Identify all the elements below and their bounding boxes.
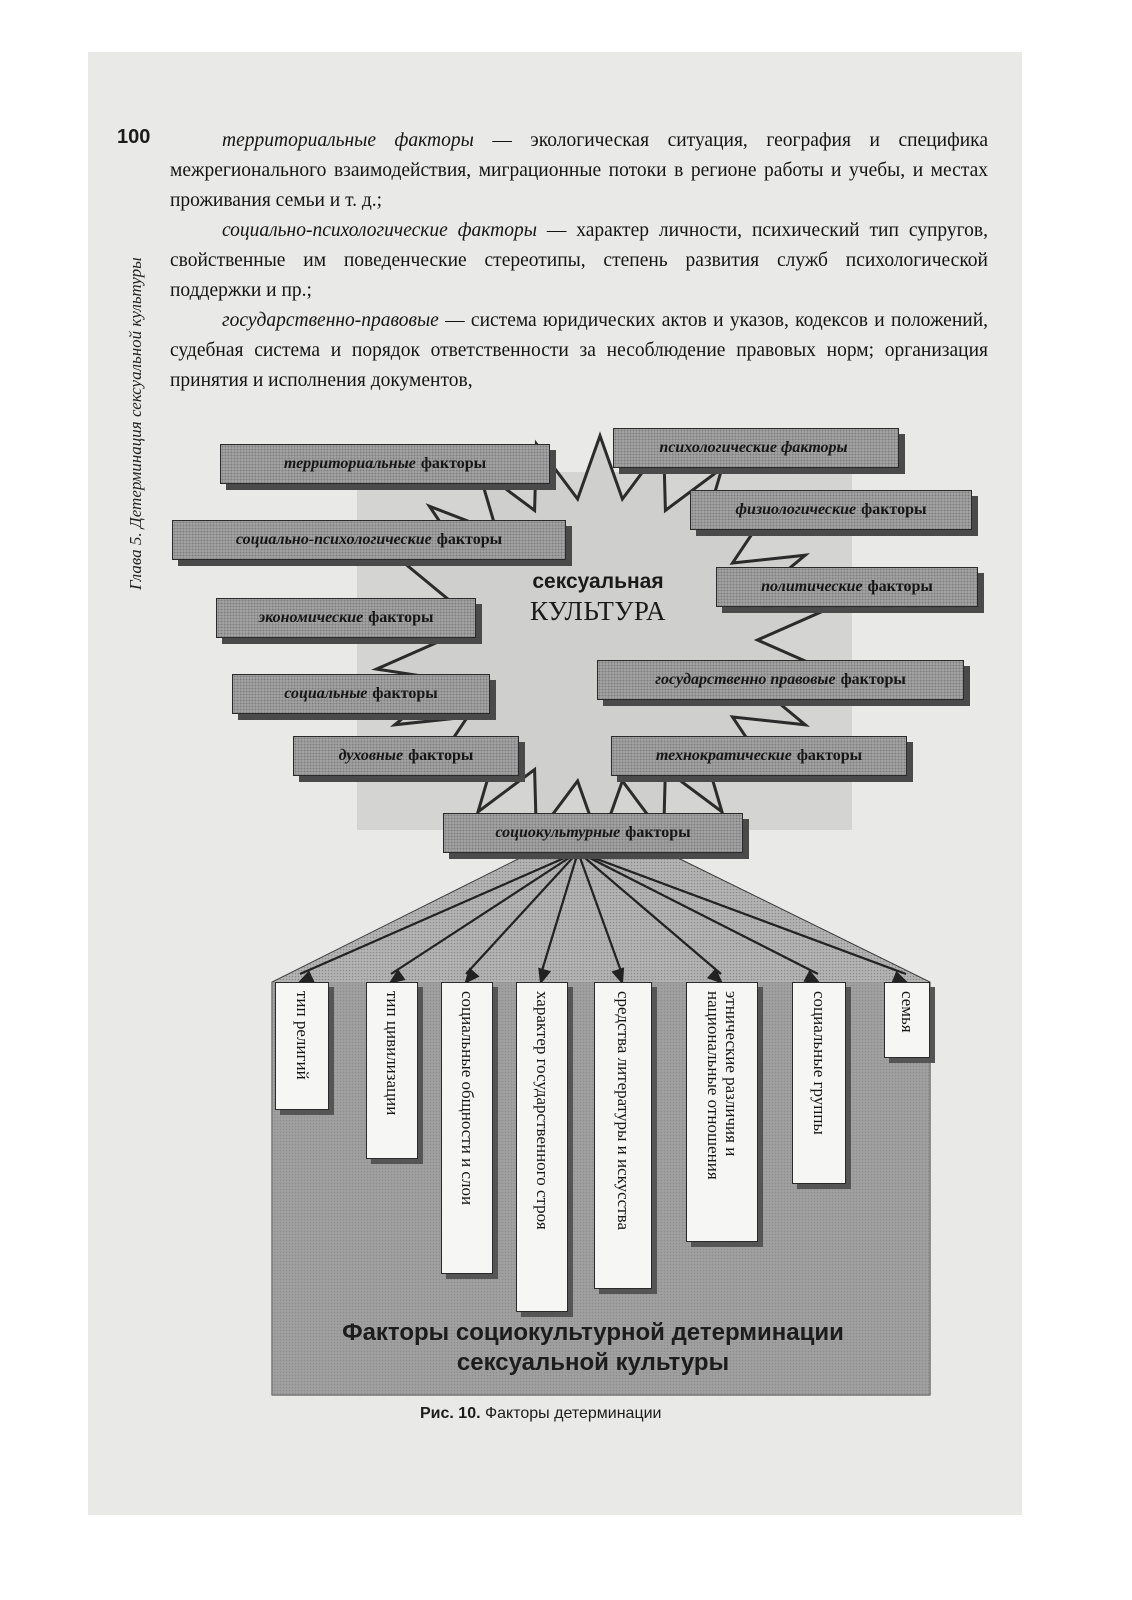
subfactor-label — [704, 991, 740, 1180]
factor-social — [232, 674, 490, 714]
subfactor-line: национальные отношения — [704, 991, 723, 1180]
factor-political — [716, 567, 978, 607]
diagram-title-line2: сексуальной культуры — [456, 1349, 730, 1376]
factor-territorial — [220, 444, 550, 484]
subfactor-label: средства литературы и искусства — [614, 991, 633, 1231]
subfactor-label: тип цивилизации — [383, 991, 402, 1116]
core-line1: сексуальная — [532, 570, 664, 593]
factor-italic: социальные — [284, 685, 368, 702]
figure-caption — [420, 1405, 661, 1423]
figure-label: Рис. 10. — [420, 1405, 481, 1422]
subfactor-religion — [275, 982, 329, 1110]
diagram-title-line1: Факторы социокультурной детерминации — [342, 1319, 844, 1346]
page-number: 100 — [117, 126, 151, 148]
factor-italic: государственно правовые — [655, 671, 836, 688]
factor-plain: факторы — [625, 824, 691, 841]
factor-state-legal — [597, 660, 964, 700]
factor-plain: факторы — [796, 747, 863, 764]
paragraph-term: социально-психологические факторы — [222, 220, 537, 241]
factor-physiological — [690, 490, 972, 530]
factor-italic: экономические — [258, 609, 364, 626]
subfactor-label: семья — [898, 991, 917, 1033]
paragraph-text: — экологическая ситуация, география и специфика межрегионального взаимодействия, миграционные потоки в регионе работы и учебы, и местах проживания семьи и т. д.; — [170, 130, 988, 211]
factor-spiritual — [293, 736, 519, 776]
factor-plain: факторы — [861, 501, 927, 518]
subfactor-label: тип религий — [293, 991, 312, 1080]
subfactor-state-system — [516, 982, 568, 1312]
factor-plain: факторы — [420, 455, 487, 472]
running-head: Глава 5. Детерминация сексуальной культуры — [126, 257, 145, 590]
subfactor-civilization — [366, 982, 418, 1159]
factor-psychological — [613, 428, 899, 468]
paragraph-text: — характер личности, психический тип супругов, свойственные им поведенческие стереотипы, степень развития служб психологической поддержки и пр.; — [170, 220, 988, 301]
factor-plain: факторы — [840, 671, 906, 688]
factor-italic: технократические — [655, 747, 792, 764]
subfactor-family — [884, 982, 930, 1058]
subfactor-label: социальные группы — [810, 991, 829, 1135]
factor-italic: физиологические — [735, 501, 857, 518]
factor-technocratic — [611, 736, 907, 776]
subfactor-ethnic — [686, 982, 758, 1242]
paragraph-text: — система юридических актов и указов, кодексов и положений, судебная система и порядок ответственности за несоблюдение правовых норм; организация принятия и исполнения документов, — [170, 310, 988, 391]
factor-plain: факторы — [867, 578, 933, 595]
subfactor-social-groups — [792, 982, 846, 1184]
subfactor-line: этнические различия и — [722, 991, 741, 1157]
factor-italic: социокультурные — [495, 824, 621, 841]
subfactor-communities — [441, 982, 493, 1274]
factor-italic: духовные — [338, 747, 404, 764]
paragraph-term: территориальные факторы — [222, 130, 474, 151]
subfactor-label: характер государственного строя — [533, 991, 552, 1230]
core-line2: КУЛЬТУРА — [530, 596, 666, 626]
factor-italic: территориальные — [283, 455, 416, 472]
factor-plain: факторы — [372, 685, 438, 702]
core-label — [508, 570, 688, 627]
factor-italic: психологические факторы — [659, 439, 848, 456]
factor-italic: политические — [761, 578, 863, 595]
factor-socio-psychological — [172, 520, 566, 560]
figure-caption-text: Факторы детерминации — [480, 1405, 662, 1422]
diagram-title — [298, 1318, 888, 1378]
subfactor-literature-art — [594, 982, 652, 1289]
factor-economic — [216, 598, 476, 638]
factor-sociocultural — [443, 813, 743, 853]
factor-italic: социально-психологические — [235, 531, 432, 548]
subfactor-label: социальные общности и слои — [458, 991, 477, 1206]
factor-plain: факторы — [436, 531, 503, 548]
factor-plain: факторы — [368, 609, 434, 626]
paragraph-term: государственно-правовые — [222, 310, 439, 331]
factor-plain: факторы — [408, 747, 474, 764]
